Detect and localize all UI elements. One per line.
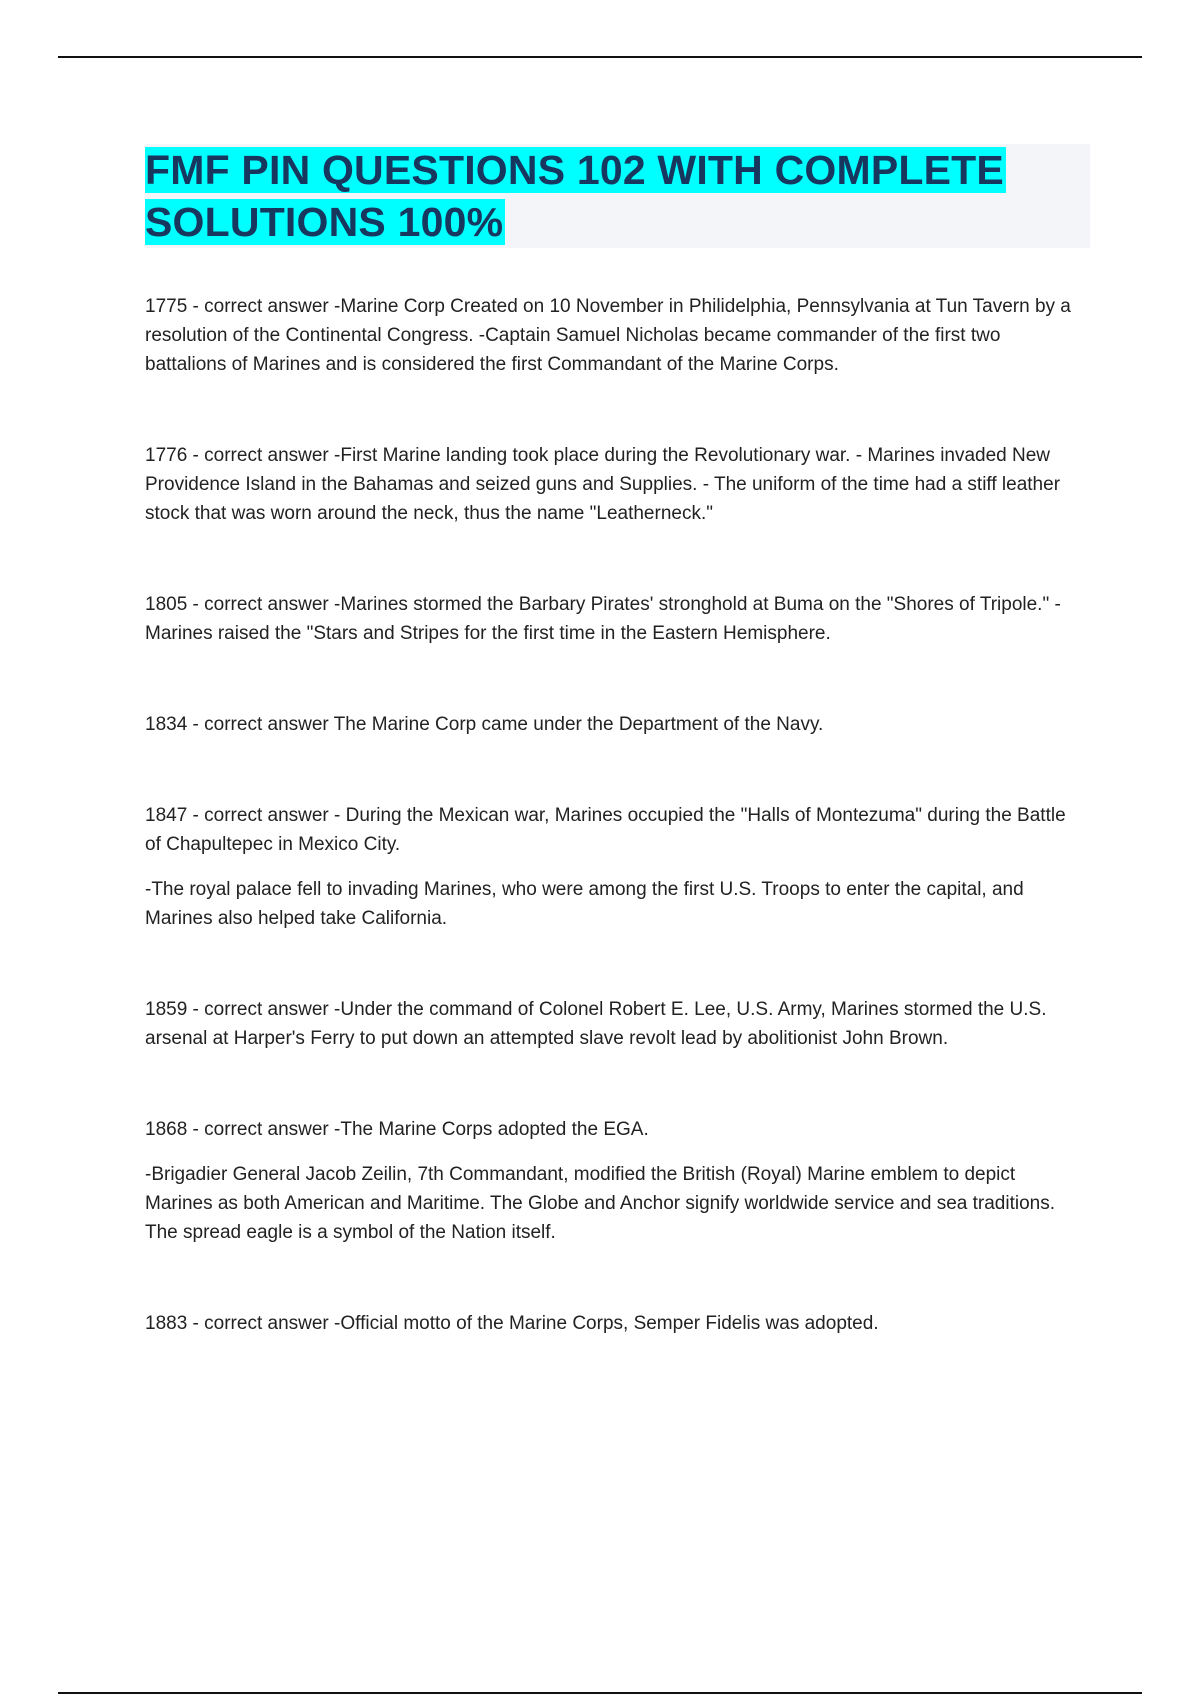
entry-1775 [145, 292, 1085, 379]
entry-1883 [145, 1309, 1085, 1338]
entry-paragraph: -Brigadier General Jacob Zeilin, 7th Commandant, modified the British (Royal) Marine emblem to depict Marines as both American and Maritime. The Globe and Anchor signify worldwide service and sea traditions. The spread eagle is a symbol of the Nation itself. [145, 1164, 1055, 1243]
entry-1834 [145, 710, 1085, 739]
entry-1805 [145, 590, 1085, 648]
entry-1868 [145, 1115, 1085, 1247]
entry-paragraph: 1868 - correct answer -The Marine Corps adopted the EGA. [145, 1119, 649, 1140]
title-block [145, 144, 1090, 248]
entry-paragraph: 1776 - correct answer -First Marine landing took place during the Revolutionary war. - Marines invaded New Providence Island in the Bahamas and seized guns and Supplies. - The uniform of the time had a stiff leather stock that was worn around the neck, thus the name "Leatherneck." [145, 445, 1061, 524]
entry-paragraph: 1805 - correct answer -Marines stormed the Barbary Pirates' stronghold at Buma on the "Shores of Tripole." - Marines raised the "Stars and Stripes for the first time in the Eastern Hemisphere. [145, 594, 1061, 644]
entry-paragraph: 1775 - correct answer -Marine Corp Created on 10 November in Philidelphia, Pennsylvania at Tun Tavern by a resolution of the Continental Congress. -Captain Samuel Nicholas became commander of the first two battalions of Marines and is considered the first Commandant of the Marine Corps. [145, 296, 1071, 375]
entry-1859 [145, 995, 1085, 1053]
entry-1776 [145, 441, 1085, 528]
entry-paragraph: -The royal palace fell to invading Marines, who were among the first U.S. Troops to enter the capital, and Marines also helped take California. [145, 879, 1024, 929]
entry-1847 [145, 801, 1085, 933]
bottom-rule [58, 1692, 1142, 1694]
document-title-highlight: FMF PIN QUESTIONS 102 WITH COMPLETE SOLUTIONS 100% [145, 147, 1004, 245]
document-body [145, 292, 1085, 1338]
entry-paragraph: 1883 - correct answer -Official motto of the Marine Corps, Semper Fidelis was adopted. [145, 1313, 879, 1334]
entry-paragraph: 1859 - correct answer -Under the command of Colonel Robert E. Lee, U.S. Army, Marines stormed the U.S. arsenal at Harper's Ferry to put down an attempted slave revolt lead by abolitionist John Brown. [145, 999, 1047, 1049]
entry-paragraph: 1834 - correct answer The Marine Corp came under the Department of the Navy. [145, 714, 824, 735]
document-title [145, 144, 1090, 248]
entry-paragraph: 1847 - correct answer - During the Mexican war, Marines occupied the "Halls of Montezuma" during the Battle of Chapultepec in Mexico City. [145, 805, 1066, 855]
top-rule [58, 56, 1142, 58]
